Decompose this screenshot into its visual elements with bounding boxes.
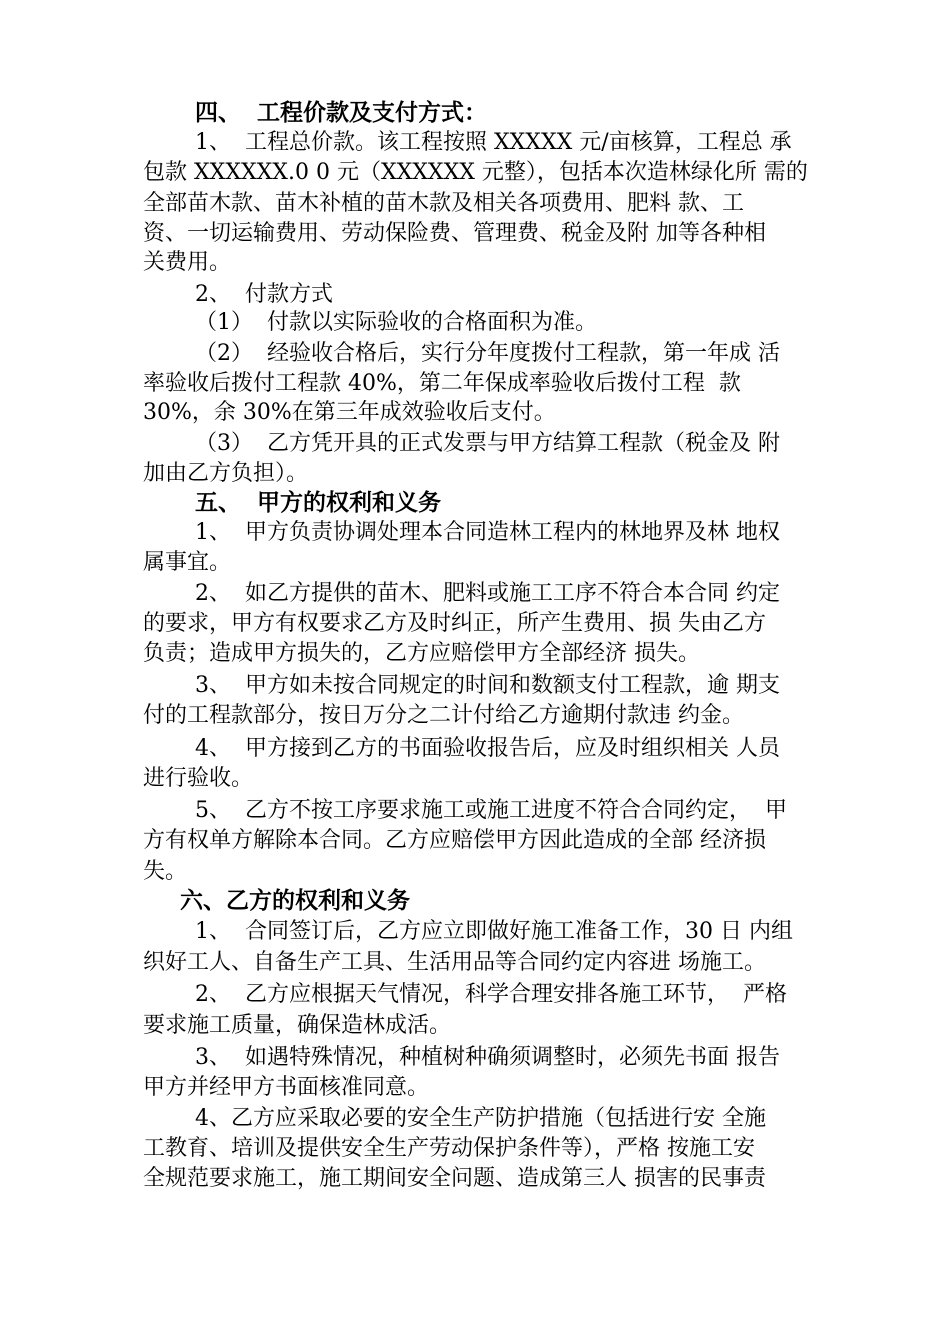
text-line: 关费用。: [143, 250, 232, 275]
text-line: （3） 乙方凭开具的正式发票与甲方结算工程款（税金及 附: [195, 431, 780, 456]
text-line: 付的工程款部分，按日万分之二计付给乙方逾期付款违 约金。: [143, 703, 744, 728]
text-line: 加由乙方负担）。: [143, 461, 309, 486]
text-line: 要求施工质量，确保造林成活。: [143, 1013, 452, 1038]
text-line: 4、乙方应采取必要的安全生产防护措施（包括进行安 全施: [195, 1106, 766, 1131]
section-4-heading: 四、 工程价款及支付方式：: [195, 100, 488, 126]
text-line: 3、 甲方如未按合同规定的时间和数额支付工程款，逾 期支: [195, 673, 780, 698]
text-line: 5、 乙方不按工序要求施工或施工进度不符合合同约定， 甲: [195, 798, 787, 823]
text-line: 率验收后拨付工程款 40%，第二年保成率验收后拨付工程 款: [143, 371, 741, 396]
section-6-heading: 六、乙方的权利和义务: [180, 888, 410, 914]
text-line: （1） 付款以实际验收的合格面积为准。: [195, 310, 597, 335]
text-line: 资、一切运输费用、劳动保险费、管理费、税金及附 加等各种相: [143, 221, 766, 246]
text-line: 2、 付款方式: [195, 282, 333, 307]
section-5-heading: 五、 甲方的权利和义务: [195, 490, 442, 516]
text-line: 的要求，甲方有权要求乙方及时纠正，所产生费用、损 失由乙方: [143, 611, 766, 636]
text-line: （2） 经验收合格后，实行分年度拨付工程款，第一年成 活: [195, 341, 780, 366]
text-line: 负责；造成甲方损失的，乙方应赔偿甲方全部经济 损失。: [143, 641, 700, 666]
text-line: 3、 如遇特殊情况，种植树种确须调整时，必须先书面 报告: [195, 1045, 780, 1070]
text-line: 4、 甲方接到乙方的书面验收报告后，应及时组织相关 人员: [195, 736, 780, 761]
text-line: 方有权单方解除本合同。乙方应赔偿甲方因此造成的全部 经济损: [143, 828, 766, 853]
text-line: 甲方并经甲方书面核准同意。: [143, 1075, 430, 1100]
text-line: 全部苗木款、苗木补植的苗木款及相关各项费用、肥料 款、工: [143, 191, 744, 216]
text-line: 2、 如乙方提供的苗木、肥料或施工工序不符合本合同 约定: [195, 581, 780, 606]
text-line: 进行验收。: [143, 766, 254, 791]
text-line: 2、 乙方应根据天气情况，科学合理安排各施工环节， 严格: [195, 982, 787, 1007]
text-line: 失。: [143, 859, 188, 884]
text-line: 1、 工程总价款。该工程按照 XXXXX 元/亩核算，工程总 承: [195, 130, 792, 155]
text-line: 30%，余 30%在第三年成效验收后支付。: [143, 400, 556, 425]
text-line: 1、 甲方负责协调处理本合同造林工程内的林地界及林 地权: [195, 520, 780, 545]
text-line: 属事宜。: [143, 550, 232, 575]
text-line: 包款 XXXXXX.0 0 元（XXXXXX 元整），包括本次造林绿化所 需的: [143, 160, 808, 185]
text-line: 织好工人、自备生产工具、生活用品等合同约定内容进 场施工。: [143, 950, 766, 975]
text-line: 工教育、培训及提供安全生产劳动保护条件等），严格 按施工安: [143, 1136, 755, 1161]
text-line: 全规范要求施工，施工期间安全问题、造成第三人 损害的民事责: [143, 1166, 766, 1191]
text-line: 1、 合同签订后，乙方应立即做好施工准备工作，30 日 内组: [195, 919, 793, 944]
